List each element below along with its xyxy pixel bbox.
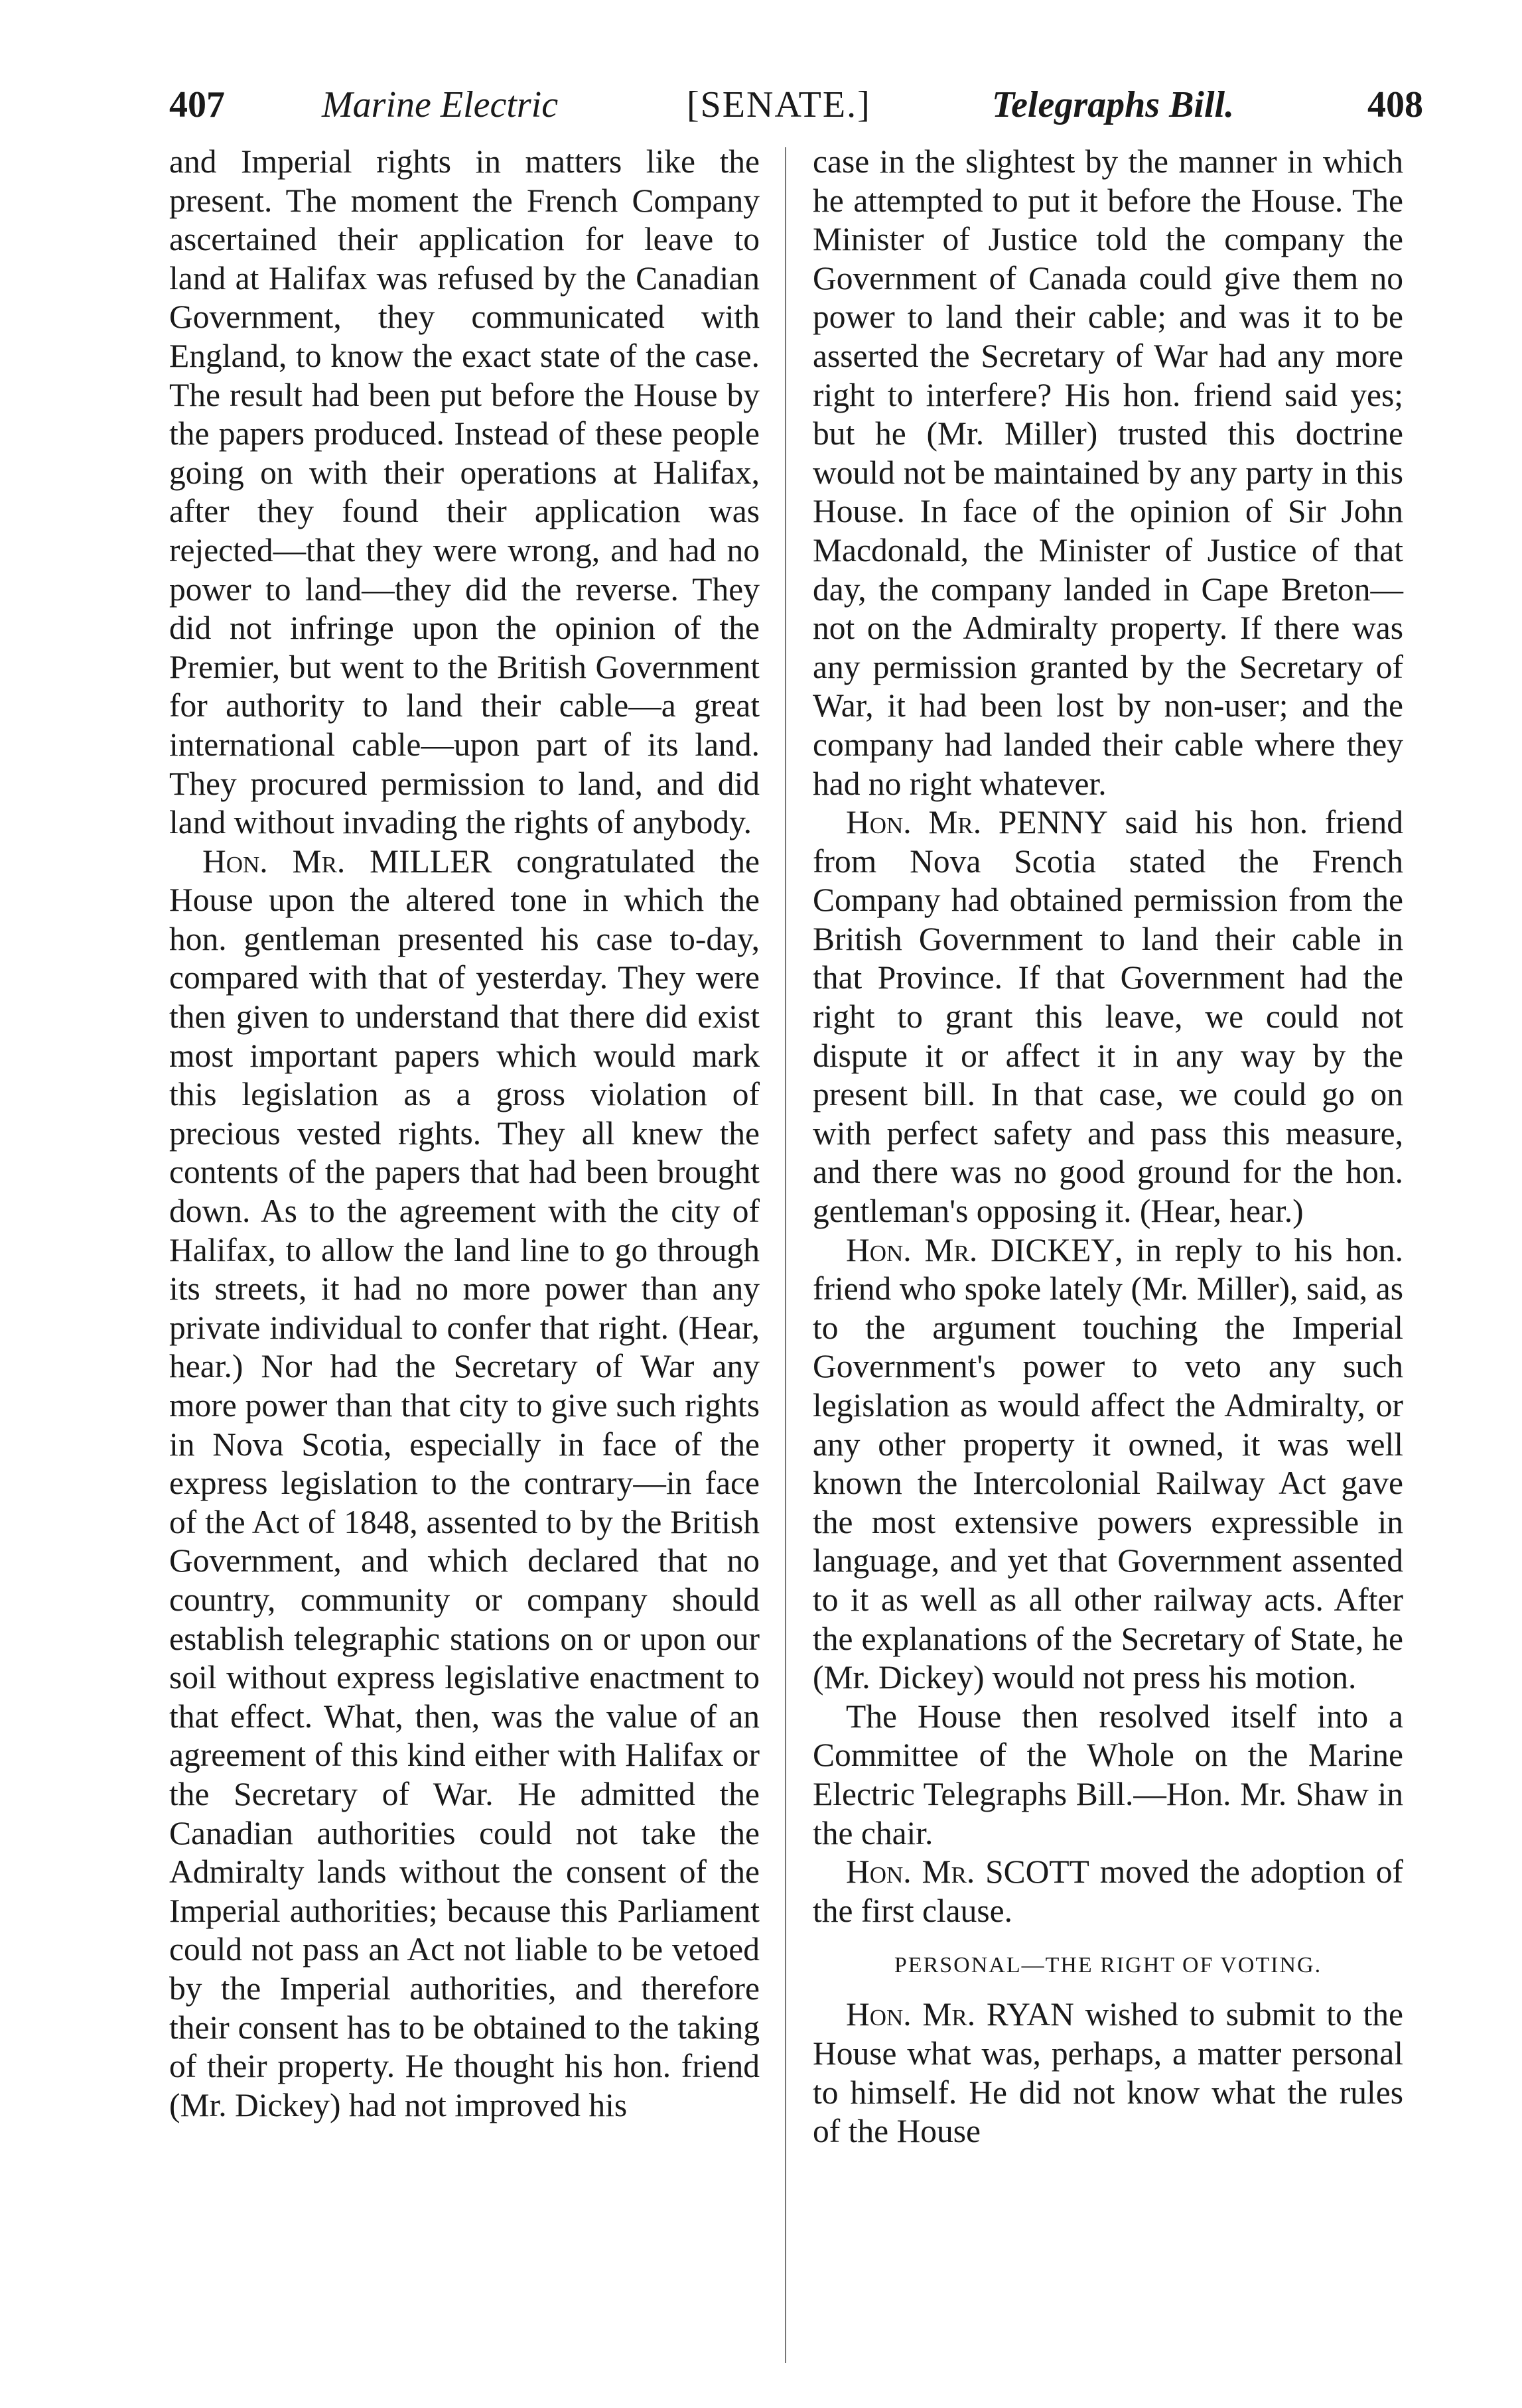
speaker-name: Hon. Mr. DICKEY xyxy=(846,1231,1115,1268)
speaker-name: Hon. Mr. RYAN xyxy=(846,1996,1074,2033)
paragraph-penny xyxy=(813,803,1403,1231)
paragraph-text: said his hon. friend from Nova Scotia stated the French Company had obtained permission from the British Government to land their cable in that Province. If that Government had the right to grant this leave, we could not dispute it or affect it in any way by the present bill. In that case, we could go on with perfect safety and pass this measure, and there was no good ground for the hon. gentleman's opposing it. (Hear, hear.) xyxy=(813,804,1403,1230)
right-column xyxy=(813,143,1403,2151)
column-divider xyxy=(785,147,786,2363)
paragraph-continued: case in the slightest by the manner in which he attempted to put it before the House. The Minister of Justice told the company the Government of Canada could give them no power to land their cable; and was it to be asserted the Secretary of War had any more right to interfere? His hon. friend said yes; but he (Mr. Miller) trusted this doctrine would not be maintained by any party in this House. In face of the opinion of Sir John Macdonald, the Minister of Justice of that day, the company landed in Cape Breton—not on the Admiralty property. If there was any permission granted by the Secretary of War, it had been lost by non-user; and the company had landed their cable where they had no right whatever. xyxy=(813,143,1403,802)
paragraph-continued: and Imperial rights in matters like the present. The moment the French Company ascertained their application for leave to land at Halifax was refused by the Canadian Government, they communicated with England, to know the exact state of the case. The result had been put before the House by the papers produced. Instead of these people going on with their operations at Halifax, after they found their application was rejected—that they were wrong, and had no power to land—they did the reverse. They did not infringe upon the opinion of the Premier, but went to the British Government for authority to land their cable—a great international cable—upon part of its land. They procured permission to land, and did land without invading the rights of anybody. xyxy=(169,143,760,841)
page-header xyxy=(169,78,1423,131)
page-number-right: 408 xyxy=(1367,84,1423,125)
paragraph-text: wished to submit to the House what was, perhaps, a matter personal to himself. He did not know what the rules of the House xyxy=(813,1996,1404,2150)
speaker-name: Hon. Mr. PENNY xyxy=(846,804,1108,841)
running-title-right: Telegraphs Bill. xyxy=(992,84,1235,125)
running-title-center: [SENATE.] xyxy=(687,84,871,125)
paragraph-scott xyxy=(813,1853,1403,1930)
paragraph-miller xyxy=(169,842,760,2125)
section-heading: PERSONAL—THE RIGHT OF VOTING. xyxy=(894,1953,1322,1978)
paragraph-text: congratulated the House upon the altered tone in which the hon. gentleman presented his case to-day, compared with that of yesterday. They were then given to understand that there did exist most important papers which would mark this legislation as a gross violation of precious vested rights. They all knew the contents of the papers that had been brought down. As to the agreement with the city of Halifax, to allow the land line to go through its streets, it had no more power than any private individual to confer that right. (Hear, hear.) Nor had the Secretary of War any more power than that city to give such rights in Nova Scotia, especially in face of the express legislation to the contrary—in face of the Act of 1848, assented to by the British Government, and which declared that no country, community or company should establish telegraphic stations on or upon our soil without express legislative enactment to that effect. What, then, was the value of an agreement of this kind either with Halifax or the Secretary of War. He admitted the Canadian authorities could not take the Admiralty lands without the consent of the Imperial authorities; because this Parliament could not pass an Act not liable to be vetoed by the Imperial authorities, and therefore their consent has to be obtained to the taking of their property. He thought his hon. friend (Mr. Dickey) had not improved his xyxy=(169,842,760,2123)
left-column xyxy=(169,143,760,2125)
paragraph-dickey xyxy=(813,1231,1403,1698)
speaker-name: Hon. Mr. MILLER xyxy=(202,842,492,880)
paragraph-text: moved the adoption of the first clause. xyxy=(813,1853,1403,1929)
paragraph-text: , in reply to his hon. friend who spoke lately (Mr. Miller), said, as to the argument touching the Imperial Government's power to veto any such legislation as would affect the Admiralty, or any other property it owned, it was well known the Intercolonial Railway Act gave the most extensive powers expressible in language, and yet that Government assented to it as well as all other railway acts. After the explanations of the Secretary of State, he (Mr. Dickey) would not press his motion. xyxy=(813,1231,1403,1696)
speaker-name: Hon. Mr. SCOTT xyxy=(846,1853,1089,1891)
paragraph-committee: The House then resolved itself into a Committee of the Whole on the Marine Electric Telegraphs Bill.—Hon. Mr. Shaw in the chair. xyxy=(813,1698,1403,1851)
page-number-left: 407 xyxy=(169,84,225,125)
paragraph-ryan xyxy=(813,1995,1403,2151)
running-title-left: Marine Electric xyxy=(322,84,559,125)
